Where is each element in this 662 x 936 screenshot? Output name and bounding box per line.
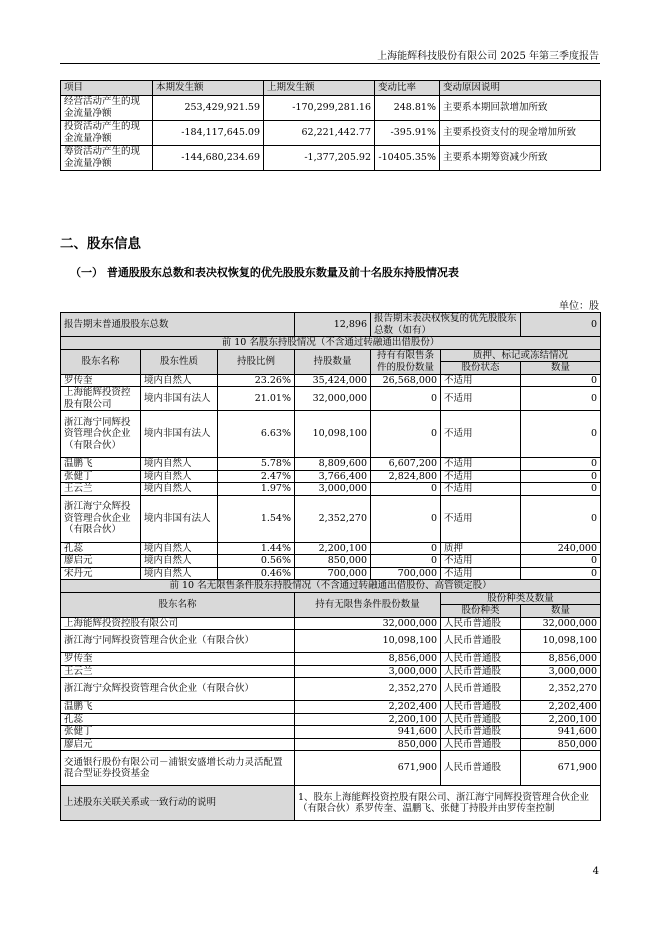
pref-label: 报告期末表决权恢复的优先股股东总数（如有） [371,313,521,337]
shareholder-amount: 2,352,270 [295,495,371,542]
shareholder-status: 不适用 [441,495,521,542]
shareholder-count: 240,000 [521,542,601,555]
table-row [61,146,601,171]
shareholder-ratio: 21.01% [218,387,295,411]
unrestricted-amount: 10,098,100 [295,630,441,653]
shareholder-status: 不适用 [441,458,521,471]
shareholder-ratio: 6.63% [218,411,295,458]
unrestricted-count: 2,352,270 [521,678,601,701]
table-row [61,751,601,786]
table-row [61,567,601,580]
cashflow-prior: -1,377,205.92 [264,146,375,171]
table-row [61,387,601,411]
unrestricted-type: 人民币普通股 [441,617,521,630]
related-row [61,786,601,821]
cashflow-reason: 主要系本期筹资减少所致 [440,146,601,171]
unrestricted-header-count: 数量 [521,605,601,618]
shareholder-count: 0 [521,470,601,483]
shareholder-name: 浙江海宁众辉投资管理合伙企业（有限合伙） [61,495,141,542]
unrestricted-name: 孔蕊 [61,713,295,726]
shareholder-nature: 境内非国有法人 [141,411,218,458]
pref-value: 0 [521,313,601,337]
unrestricted-header-row [61,592,601,605]
shareholder-restricted: 0 [371,483,441,496]
table-row [61,121,601,146]
cashflow-item: 筹资活动产生的现金流量净额 [61,146,153,171]
shareholder-amount: 2,200,100 [295,542,371,555]
unit-label: 单位：股 [559,301,599,312]
related-label: 上述股东关联关系或一致行动的说明 [61,786,295,821]
unrestricted-type: 人民币普通股 [441,665,521,678]
cashflow-current: -144,680,234.69 [153,146,264,171]
unrestricted-name: 浙江海宁众辉投资管理合伙企业（有限合伙） [61,678,295,701]
page-header: 上海能辉科技股份有限公司 2025 年第三季度报告 [377,51,599,62]
table-row [61,617,601,630]
shareholders-table [60,312,601,821]
shareholder-restricted: 26,568,000 [371,374,441,387]
unrestricted-count: 8,856,000 [521,653,601,666]
header-count: 数量 [521,362,601,375]
unrestricted-amount: 3,000,000 [295,665,441,678]
unrestricted-amount: 671,900 [295,751,441,786]
table-row [61,470,601,483]
page-number: 4 [592,866,599,877]
unrestricted-name: 罗传奎 [61,653,295,666]
shareholder-nature: 境内自然人 [141,374,218,387]
top10-title-row [61,337,601,350]
cashflow-ratio: -395.91% [375,121,440,146]
total-row [61,313,601,337]
unrestricted-count: 2,200,100 [521,713,601,726]
shareholder-status: 不适用 [441,567,521,580]
header-divider [60,63,600,64]
unrestricted-amount: 2,200,100 [295,713,441,726]
shareholder-count: 0 [521,495,601,542]
shareholder-amount: 8,809,600 [295,458,371,471]
shareholder-amount: 850,000 [295,555,371,568]
shareholder-status: 不适用 [441,470,521,483]
header-pledge: 质押、标记或冻结情况 [441,349,601,362]
unrestricted-amount: 8,856,000 [295,653,441,666]
shareholder-status: 不适用 [441,374,521,387]
unrestricted-name: 上海能辉投资控股有限公司 [61,617,295,630]
unrestricted-header-name: 股东名称 [61,592,295,617]
unrestricted-amount: 2,352,270 [295,678,441,701]
unrestricted-type: 人民币普通股 [441,630,521,653]
shareholder-count: 0 [521,483,601,496]
shareholder-nature: 境内非国有法人 [141,495,218,542]
total-label: 报告期末普通股股东总数 [61,313,295,337]
table-row [61,483,601,496]
table-row [61,96,601,121]
shareholder-nature: 境内自然人 [141,483,218,496]
shareholder-restricted: 0 [371,542,441,555]
cashflow-ratio: 248.81% [375,96,440,121]
shareholder-restricted: 700,000 [371,567,441,580]
shareholder-name: 宋丹元 [61,567,141,580]
unrestricted-type: 人民币普通股 [441,738,521,751]
shareholder-status: 不适用 [441,387,521,411]
cashflow-header-prior: 上期发生额 [264,81,375,96]
shareholder-ratio: 1.44% [218,542,295,555]
shareholder-ratio: 23.26% [218,374,295,387]
shareholder-count: 0 [521,555,601,568]
table-row [61,665,601,678]
table-row [61,555,601,568]
cashflow-reason: 主要系投资支付的现金增加所致 [440,121,601,146]
shareholder-name: 上海能辉投资控股有限公司 [61,387,141,411]
header-amount: 持股数量 [295,349,371,374]
shareholder-restricted: 0 [371,411,441,458]
shareholder-ratio: 2.47% [218,470,295,483]
table-row [61,726,601,739]
cashflow-header-reason: 变动原因说明 [440,81,601,96]
unrestricted-header-amount: 持有无限售条件股份数量 [295,592,441,617]
table-row [61,458,601,471]
unrestricted-count: 850,000 [521,738,601,751]
header-nature: 股东性质 [141,349,218,374]
shareholder-restricted: 0 [371,555,441,568]
shareholder-amount: 35,424,000 [295,374,371,387]
cashflow-prior: -170,299,281.16 [264,96,375,121]
table-row [61,374,601,387]
cashflow-current: 253,429,921.59 [153,96,264,121]
shareholder-name: 罗传奎 [61,374,141,387]
cashflow-header-item: 项目 [61,81,153,96]
shareholder-amount: 10,098,100 [295,411,371,458]
shareholder-amount: 32,000,000 [295,387,371,411]
unrestricted-type: 人民币普通股 [441,726,521,739]
shareholder-ratio: 0.56% [218,555,295,568]
shareholder-status: 不适用 [441,555,521,568]
unrestricted-amount: 32,000,000 [295,617,441,630]
header-name: 股东名称 [61,349,141,374]
section-subtitle: （一） 普通股股东总数和表决权恢复的优先股股东数量及前十名股东持股情况表 [70,266,459,279]
unrestricted-count: 3,000,000 [521,665,601,678]
shareholder-nature: 境内自然人 [141,555,218,568]
table-row [61,713,601,726]
cashflow-header-row [61,81,601,96]
shareholder-status: 不适用 [441,483,521,496]
shareholder-status: 不适用 [441,411,521,458]
unrestricted-header-group: 股份种类及数量 [441,592,601,605]
shareholder-ratio: 1.54% [218,495,295,542]
unrestricted-name: 张健丁 [61,726,295,739]
shareholder-amount: 3,766,400 [295,470,371,483]
unrestricted-count: 10,098,100 [521,630,601,653]
shareholder-name: 王云兰 [61,483,141,496]
shareholder-count: 0 [521,411,601,458]
top10-header-row [61,349,601,362]
unrestricted-type: 人民币普通股 [441,678,521,701]
unrestricted-type: 人民币普通股 [441,713,521,726]
shareholder-ratio: 5.78% [218,458,295,471]
unrestricted-count: 941,600 [521,726,601,739]
shareholder-count: 0 [521,387,601,411]
shareholder-name: 张健丁 [61,470,141,483]
header-ratio: 持股比例 [218,349,295,374]
unrestricted-name: 浙江海宁同辉投资管理合伙企业（有限合伙） [61,630,295,653]
cashflow-header-ratio: 变动比率 [375,81,440,96]
shareholder-name: 浙江海宁同辉投资管理合伙企业（有限合伙） [61,411,141,458]
unrestricted-count: 671,900 [521,751,601,786]
unrestricted-name: 王云兰 [61,665,295,678]
shareholder-count: 0 [521,567,601,580]
shareholder-ratio: 1.97% [218,483,295,496]
shareholder-nature: 境内非国有法人 [141,387,218,411]
unrestricted-type: 人民币普通股 [441,701,521,714]
unrestricted-amount: 941,600 [295,726,441,739]
shareholder-ratio: 0.46% [218,567,295,580]
total-value: 12,896 [295,313,371,337]
shareholder-amount: 3,000,000 [295,483,371,496]
cashflow-current: -184,117,645.09 [153,121,264,146]
shareholder-name: 温鹏飞 [61,458,141,471]
shareholder-nature: 境内自然人 [141,458,218,471]
cashflow-table [60,80,601,171]
unrestricted-count: 2,202,400 [521,701,601,714]
shareholder-nature: 境内自然人 [141,542,218,555]
shareholder-nature: 境内自然人 [141,567,218,580]
unrestricted-amount: 2,202,400 [295,701,441,714]
unrestricted-title-row [61,580,601,593]
shareholder-count: 0 [521,458,601,471]
top10-title: 前 10 名股东持股情况（不含通过转融通出借股份） [61,337,601,350]
shareholder-name: 孔蕊 [61,542,141,555]
unrestricted-amount: 850,000 [295,738,441,751]
unrestricted-header-type: 股份种类 [441,605,521,618]
table-row [61,738,601,751]
shareholder-restricted: 6,607,200 [371,458,441,471]
unrestricted-name: 温鹏飞 [61,701,295,714]
header-restricted: 持有有限售条件的股份数量 [371,349,441,374]
shareholder-restricted: 0 [371,387,441,411]
table-row [61,630,601,653]
cashflow-prior: 62,221,442.77 [264,121,375,146]
shareholder-amount: 700,000 [295,567,371,580]
unrestricted-name: 廖启元 [61,738,295,751]
unrestricted-type: 人民币普通股 [441,653,521,666]
header-status: 股份状态 [441,362,521,375]
shareholder-count: 0 [521,374,601,387]
section-title: 二、股东信息 [60,236,141,252]
unrestricted-type: 人民币普通股 [441,751,521,786]
shareholder-name: 廖启元 [61,555,141,568]
cashflow-item: 投资活动产生的现金流量净额 [61,121,153,146]
cashflow-reason: 主要系本期回款增加所致 [440,96,601,121]
shareholder-restricted: 2,824,800 [371,470,441,483]
table-row [61,542,601,555]
table-row [61,495,601,542]
table-row [61,678,601,701]
table-row [61,411,601,458]
unrestricted-title: 前 10 名无限售条件股东持股情况（不含通过转融通出借股份、高管锁定股） [61,580,601,593]
table-row [61,653,601,666]
cashflow-item: 经营活动产生的现金流量净额 [61,96,153,121]
shareholder-nature: 境内自然人 [141,470,218,483]
unrestricted-count: 32,000,000 [521,617,601,630]
unrestricted-name: 交通银行股份有限公司－浦银安盛增长动力灵活配置混合型证券投资基金 [61,751,295,786]
cashflow-header-current: 本期发生额 [153,81,264,96]
cashflow-ratio: -10405.35% [375,146,440,171]
table-row [61,701,601,714]
shareholder-status: 质押 [441,542,521,555]
shareholder-restricted: 0 [371,495,441,542]
related-text: 1、股东上海能辉投资控股有限公司、浙江海宁同辉投资管理合伙企业（有限合伙）系罗传奎、温鹏飞、张健丁持股并由罗传奎控制 [295,786,601,821]
